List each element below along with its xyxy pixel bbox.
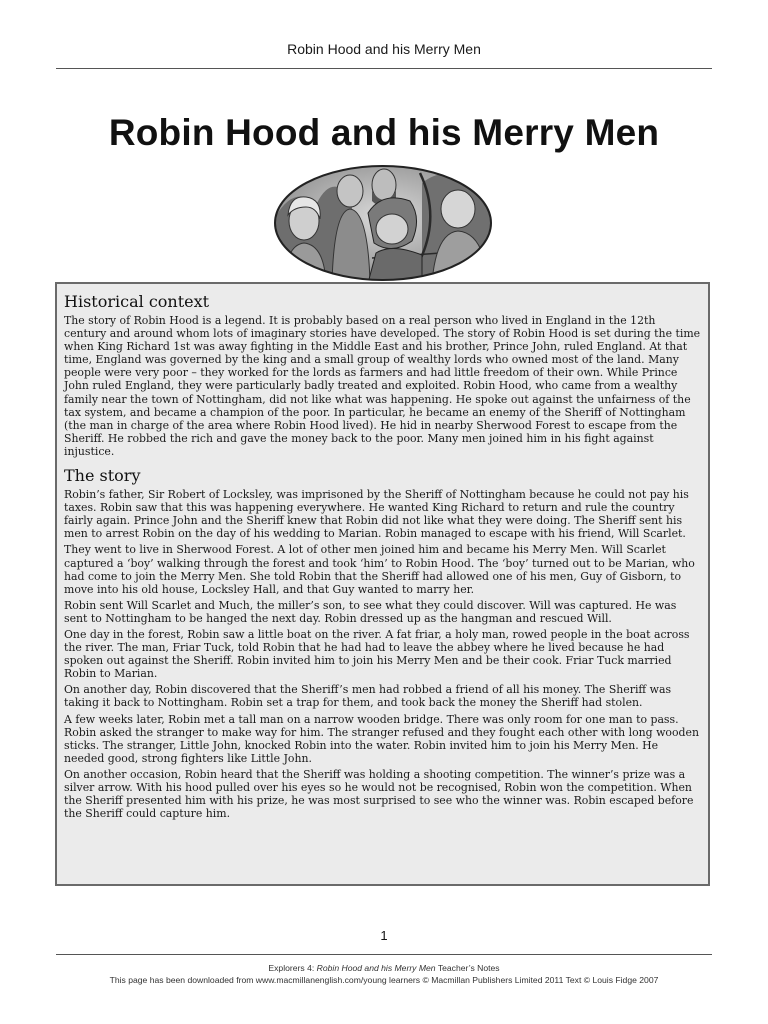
story-paragraph: One day in the forest, Robin saw a little boat on the river. A fat friar, a holy man, rowed people in the boat across the river. The man, Friar Tuck, told Robin that he had had to leave the abbey where he lived because he had spoken out against the Sheriff. Robin invited him to join his Merry Men and be their cook. Friar Tuck married Robin to Marian. <box>64 627 690 681</box>
story-paragraph: Robin’s father, Sir Robert of Locksley, was imprisoned by the Sheriff of Nottingham because he could not pay his taxes. Robin saw that this was happening everywhere. He wanted King Richard to return and rule the country fairly again. Prince John and the Sheriff knew that Robin did not like what they were doing. The Sheriff sent his men to arrest Robin on the day of his wedding to Marian. Robin managed to escape with his friend, Will Scarlet. <box>64 488 689 541</box>
story-paragraph: On another occasion, Robin heard that the Sheriff was holding a shooting competition. The winner’s prize was a silver arrow. With his hood pulled over his eyes so he would not be recognised, Robin won the competition. When the Sheriff presented him with his prize, he was most surprised to see who the winner was. Robin escaped before the Sheriff could capture him. <box>64 767 694 821</box>
page-title: Robin Hood and his Merry Men <box>108 112 660 153</box>
running-head: Robin Hood and his Merry Men <box>287 41 481 57</box>
footer-download-notice: This page has been downloaded from www.macmillanenglish.com/young learners © Macmillan Publishers Limited 2011 Text © Louis Fidge 2007 <box>109 975 659 985</box>
footer-rule <box>56 954 712 955</box>
historical-context-paragraph: The story of Robin Hood is a legend. It is probably based on a real person who lived in England in the 12th century and around whom lots of imaginary stories have developed. The story of Robin Hood is set during the time when King Richard 1st was away fighting in the Middle East and his brother, Prince John, ruled England. At that time, England was governed by the king and a small group of wealthy lords who owned most of the land. Many people were very poor – they worked for the lords as farmers and had little freedom of their own. While Prince John ruled England, they were particularly badly treated and exploited. Robin Hood, who came from a wealthy family near the town of Nottingham, did not like what was happening. He spoke out against the unfairness of the tax system, and became a champion of the poor. In particular, he became an enemy of the Sheriff of Nottingham (the man in charge of the area where Robin Hood lived). He hid in nearby Sherwood Forest to escape from the Sheriff. He robbed the rich and gave the money back to the poor. Many men joined him in his fight against injustice. <box>64 314 701 458</box>
page-number: 1 <box>380 928 388 943</box>
story-paragraph: A few weeks later, Robin met a tall man on a narrow wooden bridge. There was only room for one man to pass. Robin asked the stranger to make way for him. The stranger refused and they fought each other with long wooden sticks. The stranger, Little John, knocked Robin into the water. Robin invited him to join his Merry Men. He needed good, strong fighters like Little John. <box>64 712 699 765</box>
story-paragraph: On another day, Robin discovered that the Sheriff’s men had robbed a friend of all his money. The Sheriff was taking it back to Nottingham. Robin set a trap for them, and took back the money the Sheriff had stolen. <box>64 683 672 710</box>
footer-credit <box>0 963 768 973</box>
section-heading-historical-context: Historical context <box>64 292 210 311</box>
footer-series: Explorers 4: <box>268 963 315 973</box>
header-rule <box>56 68 712 69</box>
section-heading-the-story: The story <box>64 466 141 486</box>
footer-book-title: Robin Hood and his Merry Men <box>316 963 436 973</box>
illustration-oval <box>272 163 494 283</box>
footer-notes: Teacher’s Notes <box>437 963 500 973</box>
story-paragraph: Robin sent Will Scarlet and Much, the miller’s son, to see what they could discover. Will was captured. He was sent to Nottingham to be hanged the next day. Robin dressed up as the hangman and rescued Will. <box>64 598 677 625</box>
content-box <box>55 282 710 886</box>
story-paragraph: They went to live in Sherwood Forest. A lot of other men joined him and became his Merry Men. Will Scarlet captured a ‘boy’ walking through the forest and took ‘him’ to Robin Hood. The ‘boy’ turned out to be Marian, who had come to join the Merry Men. She told Robin that the Sheriff had allowed one of his men, Guy of Gisborn, to move into his old house, Locksley Hall, and that Guy wanted to marry her. <box>64 543 695 596</box>
